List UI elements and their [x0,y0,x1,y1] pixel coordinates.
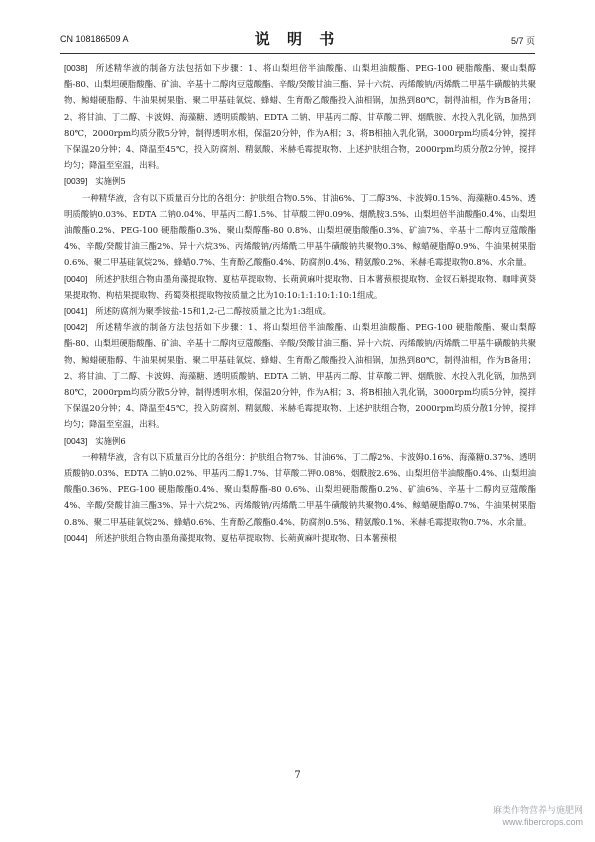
paragraph-0040 [64,271,536,303]
page-number: 7 [294,770,301,781]
site-watermark [493,804,583,828]
paragraph-number: [0039] [64,176,88,187]
watermark-url: www.fibercrops.com [502,817,583,827]
paragraph-text: 一种精华液，含有以下质量百分比的各组分：护肤组合物7%、甘油6%、丁二醇2%、卡波姆0.16%、海藻糖0.37%、透明质酸钠0.03%、EDTA 二钠0.02%、甲基丙二醇1.7%、甘草酸二钾0.08%、烟酰胺2.6%、山梨坦倍半油酸酯0.4%、山梨坦油酸酯0.36%、PEG-100 硬脂酸酯0.4%、聚山梨醇酯-80 0.6%、山梨坦硬脂酸酯0.2%、矿油6%、辛基十二醇肉豆蔻酸酯4%、辛酸/癸酸甘油三酯3%、异十六烷2%、丙烯酸钠/丙烯酰二甲基牛磺酸钠共聚物0.4%、鲸蜡硬脂醇0.7%、牛油果树果脂0.8%、聚二甲基硅氧烷2%、蜂蜡0.6%、生育酚乙酸酯0.4%、防腐剂0.5%、精氨酸0.1%、米赫毛霉提取物0.7%、水余量。 [64,451,536,527]
example-heading: 实施例5 [95,176,126,187]
page-header [60,28,535,48]
page-title: 说 明 书 [254,30,341,48]
paragraph-0038 [64,60,536,173]
page-info: 5/7 页 [510,36,535,46]
paragraph-text: 所述防腐剂为聚季铵盐-15和1,2-己二醇按质量之比为1:3组成。 [95,306,332,317]
paragraph-number: [0040] [64,273,88,284]
paragraph-0044 [64,530,536,546]
header-rule [60,53,535,54]
example-heading: 实施例6 [95,435,126,446]
paragraph-text: 所述护肤组合物由墨角藻提取物、夏枯草提取物、长蒴黄麻叶提取物、日本薯蓣根提取物、金钗石斛提取物、咖啡黄葵果提取物、枸桔果提取物、药蜀葵根提取物按质量之比为10:10:1:1:10:1:10:1组成。 [64,273,536,300]
paragraph-0043 [64,433,536,449]
paragraph-0039 [64,173,536,189]
paragraph-number: [0043] [64,435,88,446]
document-body [64,60,536,546]
paragraph-text: 所述精华液的制备方法包括如下步骤：1、将山梨坦倍半油酸酯、山梨坦油酸酯、PEG-100 硬脂酸酯、聚山梨醇酯-80、山梨坦硬脂酸酯、矿油、辛基十二醇肉豆蔻酸酯、辛酸/癸酸甘油三酯、异十六烷、丙烯酸钠/丙烯酰二甲基牛磺酸钠共聚物、鲸蜡硬脂醇、牛油果树果脂、聚二甲基硅氧烷、蜂蜡、生育酚乙酸酯投入油相锅，加热到80℃，制得油相，作为B备用；2、将甘油、丁二醇、卡波姆、海藻糖、透明质酸钠、EDTA 二钠、甲基丙二醇、甘草酸二钾、烟酰胺、水投入乳化锅，加热到80℃，2000rpm均质分散5分钟，制得透明水相，保温20分钟，作为A相；3、将B相抽入乳化锅，3000rpm均质5分钟，搅拌下保温20分钟；4、降温至45℃，投入防腐剂、精氨酸、米赫毛霉提取物、上述护肤组合物，2000rpm均质分散1分钟，搅拌均匀；降温至室温，出料。 [64,322,536,430]
paragraph-0042 [64,319,536,432]
paragraph-number: [0041] [64,306,88,317]
paragraph-number: [0044] [64,532,88,543]
paragraph-example-5-formula [64,190,536,271]
paragraph-text: 所述精华液的制备方法包括如下步骤：1、将山梨坦倍半油酸酯、山梨坦油酸酯、PEG-100 硬脂酸酯、聚山梨醇酯-80、山梨坦硬脂酸酯、矿油、辛基十二醇肉豆蔻酸酯、辛酸/癸酸甘油三酯、异十六烷、丙烯酸钠/丙烯酰二甲基牛磺酸钠共聚物、鲸蜡硬脂醇、牛油果树果脂、聚二甲基硅氧烷、蜂蜡、生育酚乙酸酯投入油相锅，加热到80℃，制得油相，作为B备用；2、将甘油、丁二醇、卡波姆、海藻糖、透明质酸钠、EDTA 二钠、甲基丙二醇、甘草酸二钾、烟酰胺、水投入乳化锅，加热到80℃，2000rpm均质分散5分钟，制得透明水相，保温20分钟，作为A相；3、将B相抽入乳化锅，3000rpm均质4分钟，搅拌下保温20分钟；4、降温至45℃，投入防腐剂、精氨酸、米赫毛霉提取物、上述护肤组合物，2000rpm均质分散2分钟，搅拌均匀；降温至室温，出料。 [64,63,536,171]
paragraph-text: 所述护肤组合物由墨角藻提取物、夏枯草提取物、长蒴黄麻叶提取物、日本薯蓣根 [95,532,397,543]
paragraph-text: 一种精华液，含有以下质量百分比的各组分：护肤组合物0.5%、甘油6%、丁二醇3%、卡波姆0.15%、海藻糖0.45%、透明质酸钠0.03%、EDTA 二钠0.04%、甲基丙二醇1.5%、甘草酸二钾0.09%、烟酰胺3.5%、山梨坦倍半油酸酯0.4%、山梨坦油酸酯0.2%、PEG-100 硬脂酸酯0.3%、聚山梨醇酯-80 0.8%、山梨坦硬脂酸酯0.3%、矿油7%、辛基十二醇肉豆蔻酸酯4%、辛酸/癸酸甘油三酯2%、异十六烷3%、丙烯酸钠/丙烯酰二甲基牛磺酸钠共聚物0.3%、鲸蜡硬脂醇0.9%、牛油果树果脂0.6%、聚二甲基硅氧烷2%、蜂蜡0.7%、生育酚乙酸酯0.4%、防腐剂0.4%、精氨酸0.2%、米赫毛霉提取物0.8%、水余量。 [64,192,536,268]
paragraph-0041 [64,303,536,319]
paragraph-example-6-formula [64,449,536,530]
paragraph-number: [0042] [64,322,88,333]
publication-number: CN 108186509 A [60,34,129,44]
watermark-site-name: 麻类作物营养与施肥网 [492,805,583,815]
paragraph-number: [0038] [64,63,88,73]
